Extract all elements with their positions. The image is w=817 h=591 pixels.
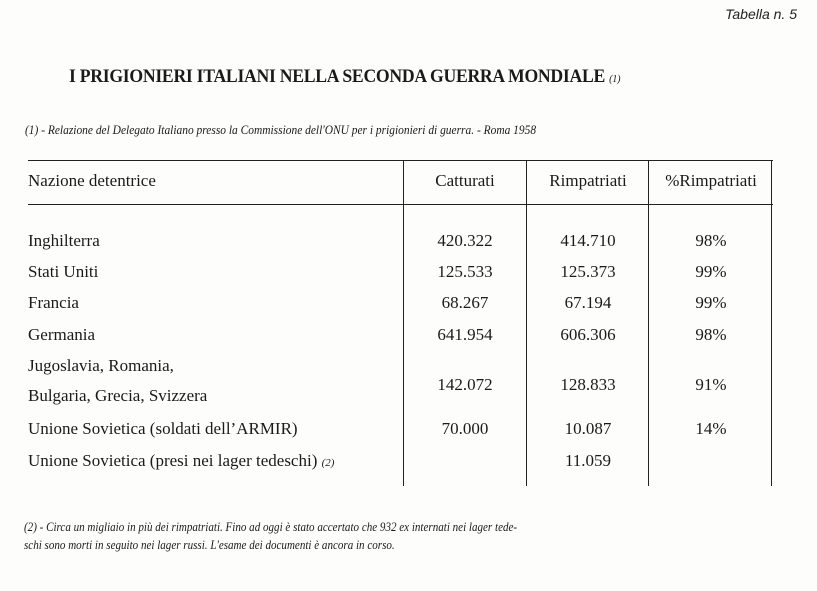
- nation-cell: Francia: [28, 293, 79, 312]
- repatriated-cell: 128.833: [560, 375, 616, 394]
- nation-cell-line2: Bulgaria, Grecia, Svizzera: [28, 386, 208, 405]
- percent-cell: 98%: [695, 325, 727, 344]
- nation-cell: Germania: [28, 325, 96, 344]
- source-note: (1) - Relazione del Delegato Italiano presso la Commissione dell'ONU per i prigionieri di guerra. - Roma 1958: [25, 122, 537, 137]
- percent-cell: 91%: [695, 375, 727, 394]
- header-repatriated: Rimpatriati: [549, 171, 627, 190]
- percent-cell: 14%: [695, 419, 727, 438]
- nation-cell-line1: Jugoslavia, Romania,: [28, 356, 174, 375]
- percent-cell: 99%: [695, 293, 727, 312]
- captured-cell: 68.267: [441, 293, 489, 312]
- nation-text: Unione Sovietica (presi nei lager tedeschi): [28, 451, 318, 470]
- table-label: Tabella n. 5: [725, 6, 797, 22]
- page-title: [69, 66, 620, 88]
- header-bottom-rule: [28, 204, 773, 205]
- captured-cell: 70.000: [441, 419, 489, 438]
- footnote-line: schi sono morti in seguito nei lager russi. L'esame dei documenti è ancora in corso.: [24, 537, 395, 552]
- nation-cell: [28, 451, 334, 471]
- captured-cell: 142.072: [437, 375, 493, 394]
- repatriated-cell: 606.306: [560, 325, 616, 344]
- percent-cell: 98%: [695, 231, 727, 250]
- repatriated-cell: 414.710: [560, 231, 616, 250]
- repatriated-cell: 125.373: [560, 262, 616, 281]
- nation-cell: Inghilterra: [28, 231, 100, 250]
- repatriated-cell: 11.059: [564, 451, 612, 470]
- table-top-rule: [28, 160, 773, 161]
- nation-cell: Stati Uniti: [28, 262, 99, 281]
- header-captured: Catturati: [435, 171, 495, 190]
- footnote-line: (2) - Circa un migliaio in più dei rimpatriati. Fino ad oggi è stato accertato che 932 ex internati nei lager tede-: [24, 519, 518, 534]
- percent-cell: 99%: [695, 262, 727, 281]
- title-text: I PRIGIONIERI ITALIANI NELLA SECONDA GUERRA MONDIALE: [69, 66, 605, 87]
- title-footnote-ref: (1): [609, 73, 621, 85]
- repatriated-cell: 67.194: [564, 293, 612, 312]
- nation-cell: Unione Sovietica (soldati dell’ARMIR): [28, 419, 298, 438]
- repatriated-cell: 10.087: [564, 419, 612, 438]
- footnote: [24, 518, 517, 554]
- header-percent: %Rimpatriati: [665, 171, 757, 190]
- captured-cell: 125.533: [437, 262, 493, 281]
- captured-cell: 641.954: [437, 325, 493, 344]
- header-nation: Nazione detentrice: [28, 171, 156, 190]
- footnote-ref: (2): [321, 457, 335, 469]
- captured-cell: 420.322: [437, 231, 493, 250]
